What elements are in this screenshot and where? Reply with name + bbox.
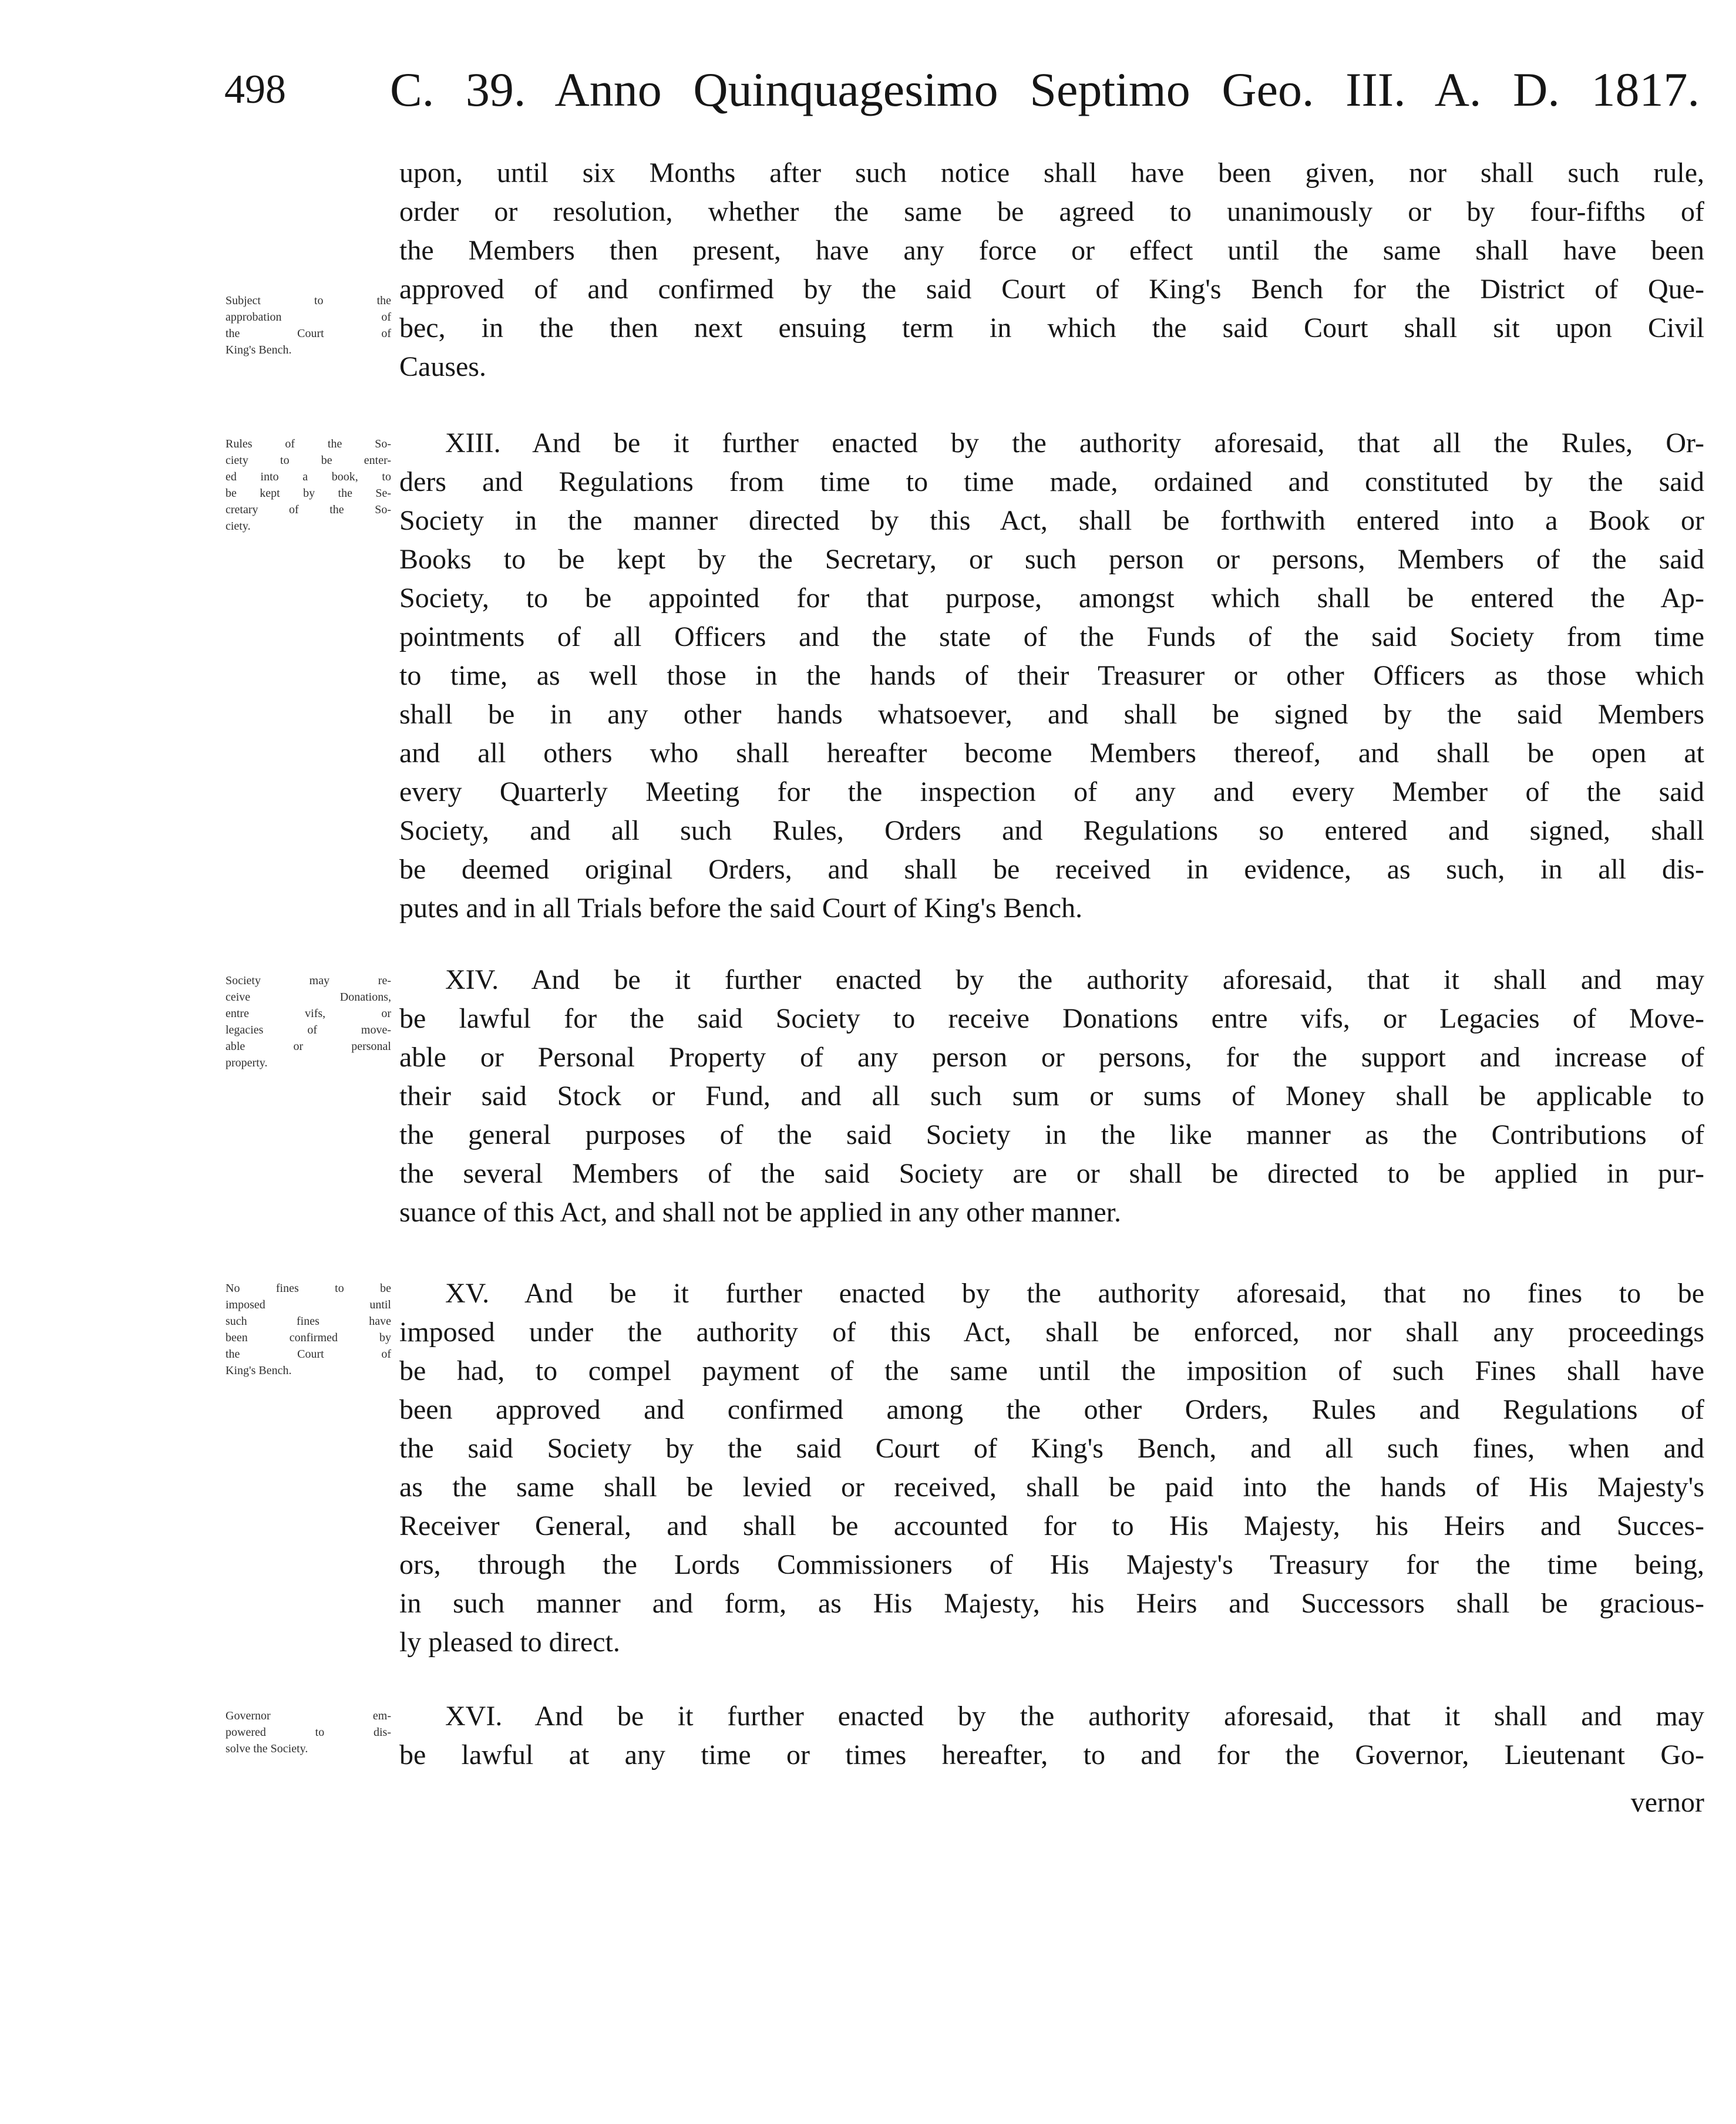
text-line: pointments of all Officers and the state of the Funds of the said Society from time <box>399 621 1704 652</box>
section-xv <box>399 1274 1704 1662</box>
running-head-title: C. 39. Anno Quinquagesimo Septimo Geo. III. A. D. 1817. <box>390 63 1700 116</box>
margin-note-line: Subject to the <box>226 294 391 307</box>
section-xii-continuation <box>399 154 1704 386</box>
text-line: approved of and confirmed by the said Court of King's Bench for the District of Que- <box>399 274 1704 305</box>
text-line: XIV. And be it further enacted by the authority aforesaid, that it shall and may <box>445 964 1704 995</box>
margin-note-line: powered to dis- <box>226 1726 391 1739</box>
text-line: in such manner and form, as His Majesty, his Heirs and Successors shall be gracious- <box>399 1588 1704 1619</box>
margin-note-line: cretary of the So- <box>226 503 391 516</box>
text-line: the said Society by the said Court of King's Bench, and all such fines, when and <box>399 1433 1704 1464</box>
margin-note-line: King's Bench. <box>226 344 292 356</box>
text-line: upon, until six Months after such notice shall have been given, nor shall such rule, <box>399 157 1704 188</box>
text-line: Society, to be appointed for that purpose, amongst which shall be entered the Ap- <box>399 583 1704 614</box>
text-line: XVI. And be it further enacted by the authority aforesaid, that it shall and may <box>445 1701 1704 1732</box>
text-line: bec, in the then next ensuing term in which the said Court shall sit upon Civil <box>399 312 1704 344</box>
section-xiv <box>399 961 1704 1232</box>
margin-note-line: the Court of <box>226 1348 391 1361</box>
margin-note-line: entre vifs, or <box>226 1007 391 1020</box>
margin-note-line: able or personal <box>226 1040 391 1053</box>
text-line: ors, through the Lords Commissioners of His Majesty's Treasury for the time being, <box>399 1549 1704 1580</box>
text-line: shall be in any other hands whatsoever, and shall be signed by the said Members <box>399 699 1704 730</box>
text-line: Receiver General, and shall be accounted for to His Majesty, his Heirs and Succes- <box>399 1510 1704 1541</box>
margin-note-line: ciety. <box>226 520 251 533</box>
text-line: Society in the manner directed by this Act, shall be forthwith entered into a Book or <box>399 505 1704 536</box>
text-line: be lawful at any time or times hereafter, to and for the Governor, Lieutenant Go- <box>399 1739 1704 1770</box>
text-line: the several Members of the said Society are or shall be directed to be applied in pur- <box>399 1158 1704 1189</box>
margin-note-line: such fines have <box>226 1315 391 1328</box>
margin-note-line: ceive Donations, <box>226 991 391 1004</box>
text-line: Causes. <box>399 351 486 382</box>
margin-note-line: King's Bench. <box>226 1364 292 1377</box>
text-line: to time, as well those in the hands of their Treasurer or other Officers as those which <box>399 660 1704 691</box>
text-line: XV. And be it further enacted by the authority aforesaid, that no fines to be <box>445 1278 1704 1309</box>
text-line: XIII. And be it further enacted by the authority aforesaid, that all the Rules, Or- <box>445 428 1704 459</box>
catchword: vernor <box>1630 1787 1704 1818</box>
text-line: ly pleased to direct. <box>399 1627 620 1658</box>
text-line: putes and in all Trials before the said Court of King's Bench. <box>399 893 1083 924</box>
text-line: as the same shall be levied or received, shall be paid into the hands of His Majesty's <box>399 1472 1704 1503</box>
margin-note-donations <box>226 972 391 1071</box>
text-line: imposed under the authority of this Act, shall be enforced, nor shall any proceedings <box>399 1317 1704 1348</box>
margin-note-line: legacies of move- <box>226 1024 391 1036</box>
margin-note-line: ed into a book, to <box>226 470 391 483</box>
margin-note-subject-approbation <box>226 292 391 358</box>
margin-note-no-fines <box>226 1280 391 1379</box>
text-line: the general purposes of the said Society in the like manner as the Contributions of <box>399 1119 1704 1150</box>
section-xvi <box>399 1697 1704 1775</box>
text-line: be lawful for the said Society to receive Donations entre vifs, or Legacies of Move- <box>399 1003 1704 1034</box>
text-line: the Members then present, have any force or effect until the same shall have been <box>399 235 1704 266</box>
margin-note-line: solve the Society. <box>226 1742 308 1755</box>
section-xiii <box>399 424 1704 928</box>
text-line: Society, and all such Rules, Orders and Regulations so entered and signed, shall <box>399 815 1704 846</box>
margin-note-governor-dissolve <box>226 1708 391 1757</box>
margin-note-line: Rules of the So- <box>226 437 391 450</box>
text-line: be had, to compel payment of the same until the imposition of such Fines shall have <box>399 1355 1704 1386</box>
margin-note-line: been confirmed by <box>226 1331 391 1344</box>
text-line: their said Stock or Fund, and all such sum or sums of Money shall be applicable to <box>399 1080 1704 1112</box>
margin-note-line: No fines to be <box>226 1282 391 1295</box>
margin-note-line: approbation of <box>226 311 391 324</box>
text-line: order or resolution, whether the same be agreed to unanimously or by four-fifths of <box>399 196 1704 227</box>
margin-note-line: ciety to be enter- <box>226 454 391 467</box>
running-head <box>224 58 1704 128</box>
margin-note-line: imposed until <box>226 1298 391 1311</box>
text-line: and all others who shall hereafter become Members thereof, and shall be open at <box>399 738 1704 769</box>
text-line: be deemed original Orders, and shall be received in evidence, as such, in all dis- <box>399 854 1704 885</box>
margin-note-line: be kept by the Se- <box>226 487 391 500</box>
margin-note-line: Governor em- <box>226 1709 391 1722</box>
text-line: suance of this Act, and shall not be applied in any other manner. <box>399 1197 1122 1228</box>
margin-note-line: the Court of <box>226 327 391 340</box>
text-line: ders and Regulations from time to time made, ordained and constituted by the said <box>399 466 1704 497</box>
margin-note-line: Society may re- <box>226 974 391 987</box>
text-line: able or Personal Property of any person or persons, for the support and increase of <box>399 1042 1704 1073</box>
text-line: Books to be kept by the Secretary, or such person or persons, Members of the said <box>399 544 1704 575</box>
page-number: 498 <box>224 67 286 112</box>
margin-note-rules-entered <box>226 436 391 534</box>
text-line: been approved and confirmed among the other Orders, Rules and Regulations of <box>399 1394 1704 1425</box>
margin-note-line: property. <box>226 1056 268 1069</box>
text-line: every Quarterly Meeting for the inspection of any and every Member of the said <box>399 776 1704 807</box>
